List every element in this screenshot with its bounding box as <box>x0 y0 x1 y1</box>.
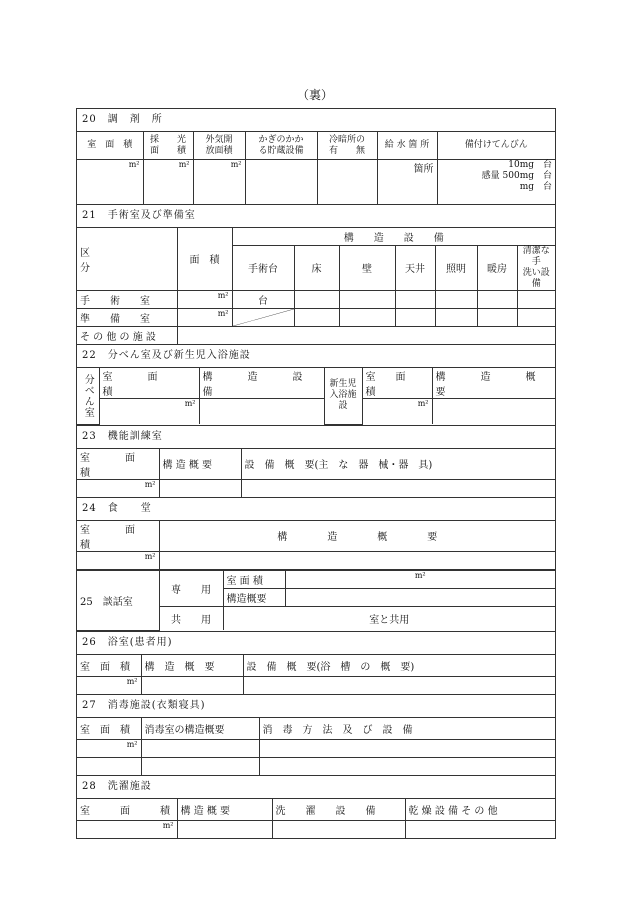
header-balance: 備付けてんびん <box>437 132 555 160</box>
unit-m2: m² <box>193 160 245 204</box>
header-room-area-2: 室 面 積 <box>362 367 432 398</box>
header-category: 区 分 <box>77 227 177 290</box>
cell[interactable] <box>159 479 241 497</box>
header-room-area: 室 面 積 <box>77 798 177 820</box>
structure-cell[interactable] <box>199 398 324 424</box>
header-structure: 消毒室の構造概要 <box>141 717 259 739</box>
cell[interactable] <box>241 479 555 497</box>
unit-m2: m² <box>77 551 159 569</box>
row-operating-room: 手 術 室 <box>77 290 177 308</box>
header-equipment: 設 備 概 要(主 な 器 械・器 具) <box>241 448 555 479</box>
unit-m2: m² <box>177 290 232 308</box>
facility-form <box>76 108 571 839</box>
label-structure: 構造概要 <box>223 588 285 606</box>
header-structure-outline: 構 造 概 要 <box>432 367 555 398</box>
other-facilities-cell[interactable] <box>177 326 555 344</box>
section-title: 24 食 堂 <box>82 502 152 514</box>
header-ventilation-area: 外気開 放面積 <box>193 132 245 160</box>
label-bath-facility: 入浴施設 <box>329 390 357 411</box>
header-room-area: 室 面 積 <box>99 367 199 398</box>
section-26-bathroom <box>76 631 556 694</box>
cell[interactable] <box>285 588 555 606</box>
header-heating: 暖房 <box>477 245 517 290</box>
cell[interactable] <box>517 290 555 308</box>
section-21-operating-room <box>76 204 556 344</box>
label-exclusive: 専 用 <box>159 570 223 606</box>
cell[interactable] <box>243 676 555 694</box>
cell[interactable] <box>477 308 517 326</box>
header-room-area: 室 面 積 <box>77 448 159 479</box>
header-water-supply: 給 水 箇 所 <box>377 132 437 160</box>
header-equipment: 設 備 概 要(浴 槽 の 概 要) <box>243 654 555 676</box>
balance-500mg: 感量 500mg 台 <box>481 171 552 181</box>
section-25-lounge <box>76 569 556 631</box>
unit-m2: m² <box>362 398 432 424</box>
header-room-area: 室 面 積 <box>77 520 159 551</box>
section-title: 26 浴室(患者用) <box>82 636 173 648</box>
header-structure: 構 造 概 要 <box>177 798 272 820</box>
section-24-dining-room <box>76 497 556 569</box>
cell[interactable] <box>339 308 395 326</box>
header-floor: 床 <box>294 245 339 290</box>
header-washing: 洗 濯 設 備 <box>272 798 405 820</box>
header-structure: 構 造 概 要 <box>141 654 243 676</box>
unit-m2: m² <box>77 676 141 694</box>
header-lighting-area: 採 光 面 積 <box>143 132 193 160</box>
cell[interactable] <box>395 290 435 308</box>
unit-m2: m² <box>143 160 193 204</box>
balance-mg: mg 台 <box>519 182 552 192</box>
cell[interactable] <box>272 820 405 838</box>
cell[interactable] <box>77 757 141 775</box>
section-title: 23 機能訓練室 <box>82 430 163 442</box>
unit-m2: m² <box>285 570 555 588</box>
unit-m2: m² <box>99 398 199 424</box>
header-ceiling: 天井 <box>395 245 435 290</box>
cool-dark-cell[interactable] <box>317 160 377 204</box>
header-locked-storage: かぎのかか る貯蔵設備 <box>245 132 317 160</box>
cell[interactable] <box>517 308 555 326</box>
label-shared: 共 用 <box>159 606 223 630</box>
unit-m2: m² <box>77 160 143 204</box>
header-handwash: 清潔な手 洗い設備 <box>517 245 555 290</box>
section-23-rehab-room <box>76 425 556 497</box>
cell[interactable] <box>435 308 477 326</box>
locked-storage-cell[interactable] <box>245 160 317 204</box>
unit-m2: m² <box>77 739 141 757</box>
section-title: 20 調 剤 所 <box>82 114 163 125</box>
section-title: 21 手術室及び準備室 <box>82 209 196 221</box>
cell[interactable] <box>294 290 339 308</box>
header-lighting: 照明 <box>435 245 477 290</box>
header-room-area: 室 面 積 <box>77 132 143 160</box>
cell[interactable] <box>259 739 555 757</box>
header-structure-equipment: 構 造 設 備 <box>232 227 555 245</box>
page-title: （裏） <box>296 88 333 102</box>
diagonal-cell <box>232 308 294 326</box>
cell[interactable] <box>339 290 395 308</box>
section-title: 25 談話室 <box>77 570 159 630</box>
header-area: 面 積 <box>177 227 232 290</box>
label-newborn: 新生児 <box>329 379 357 389</box>
label-room-area: 室 面 積 <box>223 570 285 588</box>
outline-cell[interactable] <box>432 398 555 424</box>
unit-places: 箇所 <box>377 160 437 204</box>
section-title: 27 消毒施設(衣類寝具) <box>82 699 206 711</box>
unit-m2: m² <box>77 820 177 838</box>
header-room-area: 室 面 積 <box>77 654 141 676</box>
cell[interactable] <box>294 308 339 326</box>
cell[interactable] <box>435 290 477 308</box>
header-structure: 構 造 概 要 <box>159 520 555 551</box>
header-wall: 壁 <box>339 245 395 290</box>
section-title: 22 分べん室及び新生児入浴施設 <box>82 349 251 361</box>
cell[interactable] <box>477 290 517 308</box>
header-structure-equipment: 構 造 設 備 <box>199 367 324 398</box>
header-operating-table: 手術台 <box>232 245 294 290</box>
section-27-disinfection <box>76 694 556 775</box>
cell[interactable] <box>177 820 272 838</box>
cell[interactable] <box>141 739 259 757</box>
header-method: 消 毒 方 法 及 び 設 備 <box>259 717 555 739</box>
label-delivery-room: 分べん室 <box>77 367 99 424</box>
section-22-delivery-room <box>76 344 571 425</box>
unit-m2: m² <box>177 308 232 326</box>
header-structure: 構 造 概 要 <box>159 448 241 479</box>
row-preparation-room: 準 備 室 <box>77 308 177 326</box>
row-other-facilities: そ の 他 の 施 設 <box>77 326 177 344</box>
section-20-dispensary <box>76 108 556 204</box>
cell[interactable] <box>259 757 555 775</box>
header-room-area: 室 面 積 <box>77 717 141 739</box>
balance-10mg: 10mg 台 <box>508 160 552 170</box>
section-title: 28 洗濯施設 <box>82 780 152 792</box>
header-drying: 乾 燥 設 備 そ の 他 <box>405 798 555 820</box>
unit-tables: 台 <box>232 290 294 308</box>
section-28-laundry <box>76 775 556 839</box>
shared-room-text: 室と共用 <box>223 606 555 630</box>
cell[interactable] <box>395 308 435 326</box>
cell[interactable] <box>141 757 259 775</box>
cell[interactable] <box>159 551 555 569</box>
unit-m2: m² <box>77 479 159 497</box>
cell[interactable] <box>141 676 243 694</box>
cell[interactable] <box>405 820 555 838</box>
header-cool-dark-place: 冷暗所の 有 無 <box>317 132 377 160</box>
